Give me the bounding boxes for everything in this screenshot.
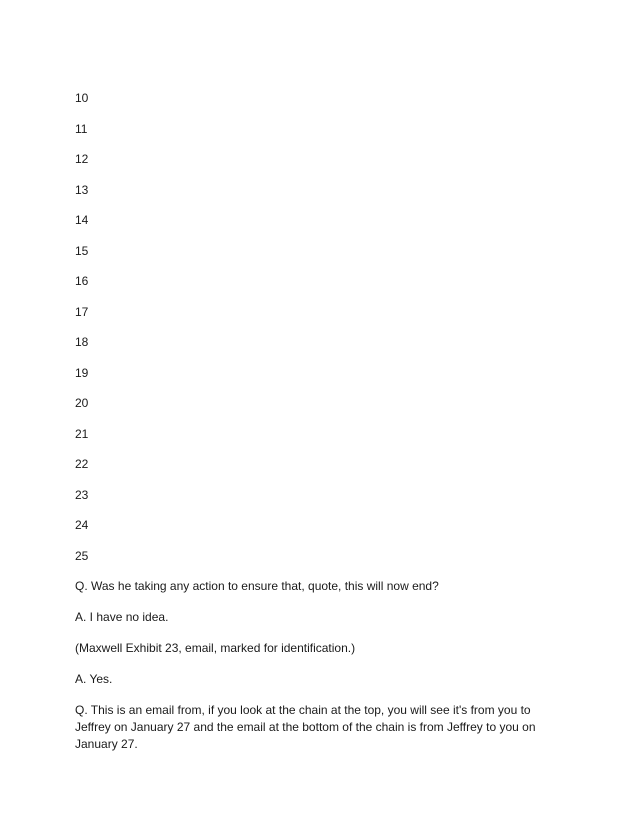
line-number: 25 [75, 548, 89, 563]
line-number: 13 [75, 182, 89, 197]
line-number: 16 [75, 274, 89, 288]
transcript-question: Q. This is an email from, if you look at the chain at the top, you will see it's from you to Jeffrey on January 27 and the email at the bottom of the chain is from Jeffrey to you on January 27. [75, 703, 536, 751]
line-number-column [75, 90, 88, 578]
line-number: 20 [75, 396, 89, 410]
line-number: 17 [75, 304, 89, 319]
line-number: 19 [75, 365, 89, 380]
transcript-answer: A. I have no idea. [75, 610, 169, 624]
line-number: 24 [75, 518, 89, 532]
line-number: 14 [75, 213, 89, 227]
line-number: 21 [75, 426, 89, 441]
line-number: 18 [75, 335, 89, 349]
line-number: 23 [75, 487, 89, 502]
transcript-body [75, 578, 565, 767]
line-number: 22 [75, 457, 89, 471]
line-number: 11 [75, 121, 88, 136]
line-number: 15 [75, 243, 89, 258]
line-number: 10 [75, 91, 89, 105]
line-number: 12 [75, 152, 89, 166]
transcript-answer: A. Yes. [75, 672, 113, 686]
transcript-question: Q. Was he taking any action to ensure that, quote, this will now end? [75, 579, 439, 593]
exhibit-note: (Maxwell Exhibit 23, email, marked for identification.) [75, 641, 356, 655]
